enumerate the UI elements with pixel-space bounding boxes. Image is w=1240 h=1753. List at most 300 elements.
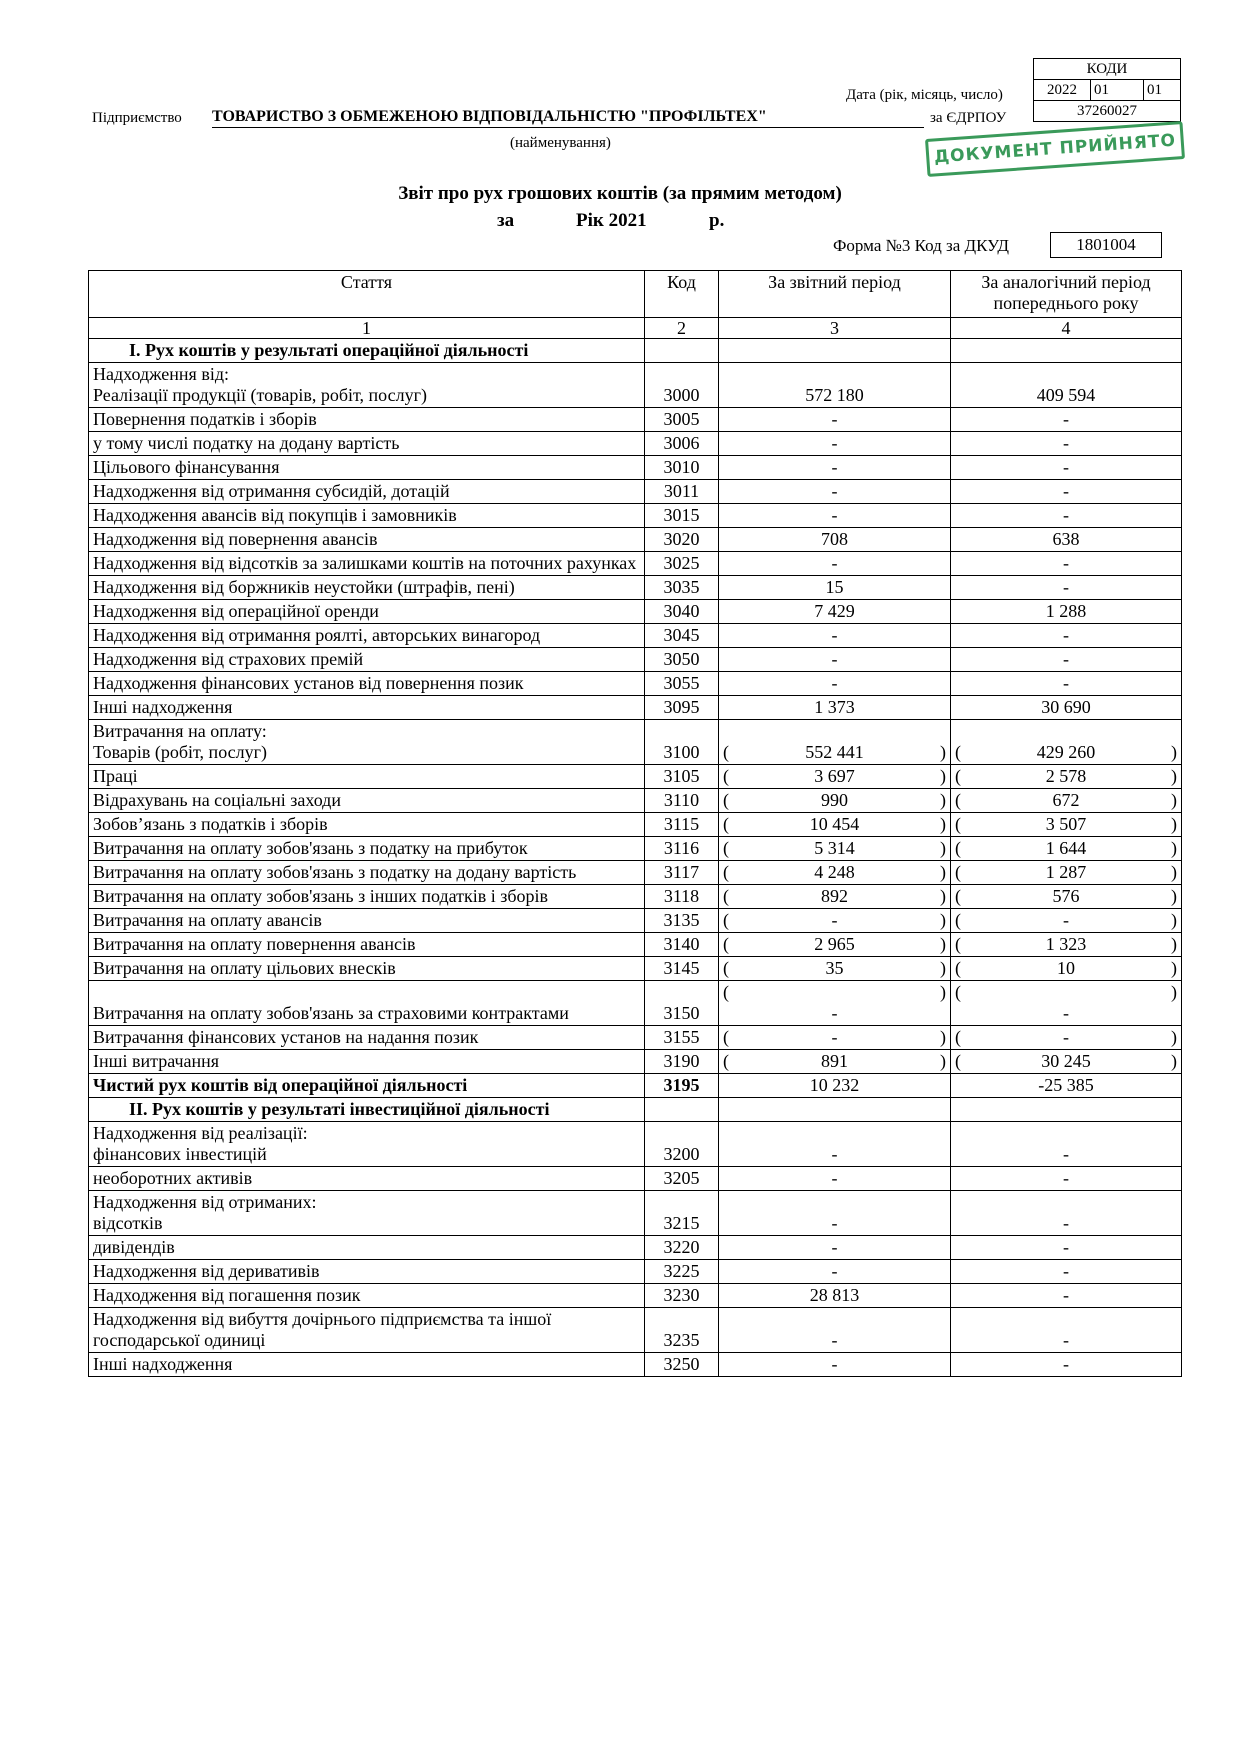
previous-value: 576 xyxy=(1052,886,1080,906)
open-paren: ( xyxy=(955,958,961,978)
previous-cell xyxy=(951,720,1182,765)
header-numbers xyxy=(89,318,1182,339)
row-code: 3000 xyxy=(645,363,719,408)
current-value: - xyxy=(719,1191,951,1236)
close-paren: ) xyxy=(1171,742,1177,762)
edrpou-label: за ЄДРПОУ xyxy=(930,110,1007,126)
current-value: - xyxy=(719,552,951,576)
row-label xyxy=(89,909,645,933)
cash-flow-table xyxy=(88,270,1182,1377)
enterprise-label: Підприємство xyxy=(92,110,182,126)
previous-value: 1 288 xyxy=(951,600,1182,624)
previous-cell xyxy=(951,1050,1182,1074)
current-value: - xyxy=(719,1308,951,1353)
row-code: 3190 xyxy=(645,1050,719,1074)
row-label xyxy=(89,672,645,696)
table-row xyxy=(89,408,1182,432)
row-label-text: Надходження від операційної оренди xyxy=(93,601,379,621)
row-label-text: Інші надходження xyxy=(93,697,233,717)
row-code: 3200 xyxy=(645,1122,719,1167)
row-label-text: Відрахувань на соціальні заходи xyxy=(93,790,341,810)
row-code: 3115 xyxy=(645,813,719,837)
row-label-text: Надходження від страхових премій xyxy=(93,649,364,669)
previous-value: - xyxy=(951,1260,1182,1284)
current-cell xyxy=(719,957,951,981)
current-value: 15 xyxy=(719,576,951,600)
section-1-title: І. Рух коштів у результаті операційної діяльності xyxy=(89,339,645,363)
previous-value: 10 xyxy=(1057,958,1075,978)
table-row xyxy=(89,933,1182,957)
row-code: 3011 xyxy=(645,480,719,504)
current-cell xyxy=(719,1050,951,1074)
row-code: 3225 xyxy=(645,1260,719,1284)
close-paren: ) xyxy=(1171,982,1177,1002)
close-paren: ) xyxy=(940,934,946,954)
previous-value: 409 594 xyxy=(951,363,1182,408)
row-label xyxy=(89,600,645,624)
row-label xyxy=(89,1353,645,1377)
open-paren: ( xyxy=(723,814,729,834)
row-code: 3215 xyxy=(645,1191,719,1236)
row-label-text: Витрачання на оплату зобов'язань з інших податків і зборів xyxy=(93,886,549,906)
close-paren: ) xyxy=(940,910,946,930)
section-2-title: ІІ. Рух коштів у результаті інвестиційної діяльності xyxy=(89,1098,645,1122)
row-code: 3035 xyxy=(645,576,719,600)
table-row xyxy=(89,1236,1182,1260)
row-code: 3020 xyxy=(645,528,719,552)
previous-value: - xyxy=(951,1191,1182,1236)
row-code: 3055 xyxy=(645,672,719,696)
row-code: 3140 xyxy=(645,933,719,957)
row-label xyxy=(89,1167,645,1191)
current-value: - xyxy=(831,910,838,930)
previous-value: 1 323 xyxy=(1045,934,1087,954)
current-cell xyxy=(719,789,951,813)
previous-value: - xyxy=(1063,910,1069,930)
open-paren: ( xyxy=(723,742,729,762)
current-value: - xyxy=(719,432,951,456)
row-code: 3250 xyxy=(645,1353,719,1377)
row-code: 3095 xyxy=(645,696,719,720)
row-code: 3010 xyxy=(645,456,719,480)
previous-cell xyxy=(951,933,1182,957)
open-paren: ( xyxy=(955,862,961,882)
current-value: 35 xyxy=(825,958,844,978)
previous-cell xyxy=(951,1026,1182,1050)
previous-value: - xyxy=(1063,1003,1069,1023)
previous-value: - xyxy=(951,480,1182,504)
row-label-text: відсотків xyxy=(93,1213,163,1233)
table-row xyxy=(89,1167,1182,1191)
current-value: - xyxy=(719,1353,951,1377)
close-paren: ) xyxy=(1171,934,1177,954)
close-paren: ) xyxy=(1171,1027,1177,1047)
row-label xyxy=(89,1284,645,1308)
row-label-text: Надходження від вибуття дочірнього підприємства та іншої господарської одиниці xyxy=(93,1309,552,1350)
current-value: - xyxy=(719,624,951,648)
dkud-code: 1801004 xyxy=(1050,232,1162,258)
current-value: 892 xyxy=(821,886,848,906)
table-row xyxy=(89,528,1182,552)
row-code: 3050 xyxy=(645,648,719,672)
row-code: 3235 xyxy=(645,1308,719,1353)
current-value: 990 xyxy=(821,790,848,810)
row-label-text: фінансових інвестицій xyxy=(93,1144,267,1164)
current-value: 552 441 xyxy=(805,742,864,762)
name-caption: (найменування) xyxy=(510,135,611,151)
previous-value: 638 xyxy=(951,528,1182,552)
open-paren: ( xyxy=(955,982,961,1002)
row-code: 3040 xyxy=(645,600,719,624)
date-year: 2022 xyxy=(1034,80,1091,101)
current-cell xyxy=(719,933,951,957)
row-code: 3150 xyxy=(645,981,719,1026)
section-row xyxy=(89,339,1182,363)
row-code: 3110 xyxy=(645,789,719,813)
row-label xyxy=(89,504,645,528)
row-label xyxy=(89,624,645,648)
row-code: 3230 xyxy=(645,1284,719,1308)
row-label xyxy=(89,1191,645,1236)
previous-value: - xyxy=(951,456,1182,480)
row-label xyxy=(89,456,645,480)
table-row xyxy=(89,909,1182,933)
open-paren: ( xyxy=(723,934,729,954)
table-row xyxy=(89,624,1182,648)
row-code: 3105 xyxy=(645,765,719,789)
open-paren: ( xyxy=(955,742,961,762)
row-label-text: Інші витрачання xyxy=(93,1051,220,1071)
header-number: 2 xyxy=(645,318,719,339)
date-day: 01 xyxy=(1144,80,1181,101)
current-cell xyxy=(719,885,951,909)
open-paren: ( xyxy=(723,886,729,906)
table-row xyxy=(89,1122,1182,1167)
header-number: 4 xyxy=(951,318,1182,339)
previous-value: - xyxy=(951,1308,1182,1353)
current-value: - xyxy=(719,1236,951,1260)
close-paren: ) xyxy=(1171,1051,1177,1071)
open-paren: ( xyxy=(723,958,729,978)
previous-value: 1 287 xyxy=(1045,862,1087,882)
current-value: - xyxy=(719,1260,951,1284)
previous-cell xyxy=(951,981,1182,1026)
row-code: 3205 xyxy=(645,1167,719,1191)
row-label-text: Товарів (робіт, послуг) xyxy=(93,742,267,762)
table-row xyxy=(89,981,1182,1026)
report-period: Рік 2021 xyxy=(576,210,647,231)
row-code: 3220 xyxy=(645,1236,719,1260)
row-label xyxy=(89,1122,645,1167)
previous-cell xyxy=(951,813,1182,837)
close-paren: ) xyxy=(940,958,946,978)
open-paren: ( xyxy=(723,982,729,1002)
table-row xyxy=(89,957,1182,981)
row-label-text: Витрачання на оплату зобов'язань з податку на додану вартість xyxy=(93,862,577,882)
table-row xyxy=(89,648,1182,672)
header-article: Стаття xyxy=(89,271,645,318)
close-paren: ) xyxy=(940,982,946,1002)
row-label-text: Витрачання на оплату цільових внесків xyxy=(93,958,396,978)
current-cell xyxy=(719,765,951,789)
close-paren: ) xyxy=(1171,886,1177,906)
previous-value: 3 507 xyxy=(1045,814,1087,834)
table-row xyxy=(89,720,1182,765)
row-code: 3117 xyxy=(645,861,719,885)
table-row xyxy=(89,813,1182,837)
current-cell xyxy=(719,909,951,933)
table-row xyxy=(89,363,1182,408)
close-paren: ) xyxy=(1171,766,1177,786)
codes-title: КОДИ xyxy=(1034,59,1181,80)
report-title: Звіт про рух грошових коштів (за прямим методом) xyxy=(398,183,842,204)
row-label-text: Реалізації продукції (товарів, робіт, послуг) xyxy=(93,385,427,405)
form-label: Форма №3 Код за ДКУД xyxy=(833,236,1010,255)
row-label-text: Чистий рух коштів від операційної діяльності xyxy=(93,1075,468,1095)
row-label xyxy=(89,720,645,765)
current-cell xyxy=(719,720,951,765)
row-label xyxy=(89,1026,645,1050)
open-paren: ( xyxy=(955,814,961,834)
table-row xyxy=(89,1353,1182,1377)
previous-value: 30 245 xyxy=(1041,1051,1091,1071)
current-value: 28 813 xyxy=(719,1284,951,1308)
previous-value: - xyxy=(951,504,1182,528)
close-paren: ) xyxy=(940,1027,946,1047)
table-row xyxy=(89,885,1182,909)
row-label xyxy=(89,789,645,813)
open-paren: ( xyxy=(723,790,729,810)
open-paren: ( xyxy=(723,1027,729,1047)
previous-value: -25 385 xyxy=(951,1074,1182,1098)
table-row xyxy=(89,504,1182,528)
current-value: 5 314 xyxy=(814,838,855,858)
row-code: 3025 xyxy=(645,552,719,576)
row-label xyxy=(89,363,645,408)
current-value: 10 232 xyxy=(719,1074,951,1098)
header-previous: За аналогічний період попереднього року xyxy=(951,271,1182,318)
current-value: - xyxy=(719,408,951,432)
row-code: 3045 xyxy=(645,624,719,648)
table-row xyxy=(89,1284,1182,1308)
current-cell xyxy=(719,981,951,1026)
previous-cell xyxy=(951,885,1182,909)
open-paren: ( xyxy=(955,1027,961,1047)
row-label-text: Цільового фінансування xyxy=(93,457,280,477)
previous-value: - xyxy=(951,552,1182,576)
row-label-text: Надходження від деривативів xyxy=(93,1261,320,1281)
previous-value: - xyxy=(951,408,1182,432)
close-paren: ) xyxy=(940,886,946,906)
previous-value: - xyxy=(951,624,1182,648)
row-label xyxy=(89,480,645,504)
current-value: - xyxy=(719,1122,951,1167)
row-label-text: Надходження від відсотків за залишками коштів на поточних рахунках xyxy=(93,553,637,573)
table-row xyxy=(89,765,1182,789)
close-paren: ) xyxy=(1171,910,1177,930)
row-label xyxy=(89,1050,645,1074)
row-label-text: Інші надходження xyxy=(93,1354,233,1374)
row-label xyxy=(89,648,645,672)
row-label-text: необоротних активів xyxy=(93,1168,253,1188)
open-paren: ( xyxy=(723,838,729,858)
open-paren: ( xyxy=(955,1051,961,1071)
current-cell xyxy=(719,813,951,837)
row-code: 3116 xyxy=(645,837,719,861)
row-label-text: у тому числі податку на додану вартість xyxy=(93,433,400,453)
current-cell xyxy=(719,1026,951,1050)
table-row xyxy=(89,837,1182,861)
current-value: 708 xyxy=(719,528,951,552)
row-label xyxy=(89,1260,645,1284)
table-row xyxy=(89,456,1182,480)
open-paren: ( xyxy=(955,934,961,954)
table-row xyxy=(89,1308,1182,1353)
codes-box xyxy=(1033,58,1181,122)
row-code: 3135 xyxy=(645,909,719,933)
open-paren: ( xyxy=(955,910,961,930)
row-label xyxy=(89,1074,645,1098)
row-label-text: Витрачання на оплату авансів xyxy=(93,910,322,930)
row-label-text: Праці xyxy=(93,766,138,786)
row-label xyxy=(89,765,645,789)
close-paren: ) xyxy=(940,1051,946,1071)
row-code: 3005 xyxy=(645,408,719,432)
open-paren: ( xyxy=(955,766,961,786)
previous-value: 30 690 xyxy=(951,696,1182,720)
open-paren: ( xyxy=(723,1051,729,1071)
previous-cell xyxy=(951,789,1182,813)
row-label-text: Витрачання на оплату зобов'язань з податку на прибуток xyxy=(93,838,528,858)
date-label: Дата (рік, місяць, число) xyxy=(846,87,1003,103)
row-label xyxy=(89,861,645,885)
close-paren: ) xyxy=(1171,814,1177,834)
current-value: 10 454 xyxy=(809,814,860,834)
row-label xyxy=(89,837,645,861)
close-paren: ) xyxy=(940,742,946,762)
row-label xyxy=(89,528,645,552)
previous-value: - xyxy=(951,1122,1182,1167)
row-label xyxy=(89,552,645,576)
current-value: 2 965 xyxy=(814,934,855,954)
table-row xyxy=(89,552,1182,576)
table-row xyxy=(89,600,1182,624)
date-month: 01 xyxy=(1091,80,1144,101)
current-value: 3 697 xyxy=(814,766,855,786)
close-paren: ) xyxy=(1171,838,1177,858)
open-paren: ( xyxy=(955,838,961,858)
row-label-text: Витрачання фінансових установ на надання позик xyxy=(93,1027,479,1047)
previous-value: 672 xyxy=(1052,790,1080,810)
row-label xyxy=(89,885,645,909)
previous-cell xyxy=(951,765,1182,789)
previous-value: - xyxy=(951,1353,1182,1377)
open-paren: ( xyxy=(955,790,961,810)
previous-value: 429 260 xyxy=(1036,742,1096,762)
row-code: 3118 xyxy=(645,885,719,909)
current-cell xyxy=(719,861,951,885)
edrpou-value: 37260027 xyxy=(1034,101,1181,122)
current-value: - xyxy=(831,1027,838,1047)
previous-value: - xyxy=(951,1167,1182,1191)
table-row xyxy=(89,1074,1182,1098)
previous-value: - xyxy=(951,1236,1182,1260)
row-label-text: Повернення податків і зборів xyxy=(93,409,317,429)
row-label xyxy=(89,1308,645,1353)
close-paren: ) xyxy=(940,838,946,858)
open-paren: ( xyxy=(723,910,729,930)
open-paren: ( xyxy=(723,862,729,882)
previous-value: - xyxy=(951,576,1182,600)
accepted-stamp: ДОКУМЕНТ ПРИЙНЯТО xyxy=(925,121,1185,177)
row-code: 3155 xyxy=(645,1026,719,1050)
period-suffix: р. xyxy=(709,210,725,231)
header-code: Код xyxy=(645,271,719,318)
current-value: 4 248 xyxy=(814,862,855,882)
section-row xyxy=(89,1098,1182,1122)
row-label xyxy=(89,1236,645,1260)
close-paren: ) xyxy=(1171,790,1177,810)
close-paren: ) xyxy=(940,766,946,786)
previous-cell xyxy=(951,861,1182,885)
group-label: Надходження від: xyxy=(93,364,229,384)
row-label-text: Надходження від отримання роялті, авторських винагород xyxy=(93,625,541,645)
previous-value: 2 578 xyxy=(1045,766,1087,786)
current-value: - xyxy=(831,1003,838,1023)
table-row xyxy=(89,861,1182,885)
row-code: 3145 xyxy=(645,957,719,981)
row-code: 3100 xyxy=(645,720,719,765)
table-row xyxy=(89,1191,1182,1236)
table-row xyxy=(89,1260,1182,1284)
current-value: 7 429 xyxy=(719,600,951,624)
previous-cell xyxy=(951,837,1182,861)
previous-cell xyxy=(951,957,1182,981)
table-row xyxy=(89,1050,1182,1074)
header-number: 1 xyxy=(89,318,645,339)
current-value: - xyxy=(719,456,951,480)
row-label-text: Зобов’язань з податків і зборів xyxy=(93,814,328,834)
for-label: за xyxy=(497,210,515,231)
previous-value: - xyxy=(951,1284,1182,1308)
group-label: Витрачання на оплату: xyxy=(93,721,267,741)
previous-value: - xyxy=(1063,1027,1069,1047)
table-row xyxy=(89,696,1182,720)
row-code: 3015 xyxy=(645,504,719,528)
row-label xyxy=(89,576,645,600)
header-number: 3 xyxy=(719,318,951,339)
table-row xyxy=(89,576,1182,600)
row-label-text: Надходження від погашення позик xyxy=(93,1285,361,1305)
previous-cell xyxy=(951,909,1182,933)
close-paren: ) xyxy=(1171,862,1177,882)
previous-value: 1 644 xyxy=(1045,838,1087,858)
previous-value: - xyxy=(951,432,1182,456)
current-value: 572 180 xyxy=(719,363,951,408)
close-paren: ) xyxy=(1171,958,1177,978)
previous-value: - xyxy=(951,648,1182,672)
current-value: - xyxy=(719,504,951,528)
row-label xyxy=(89,981,645,1026)
table-row xyxy=(89,432,1182,456)
row-code: 3006 xyxy=(645,432,719,456)
row-label xyxy=(89,933,645,957)
previous-value: - xyxy=(951,672,1182,696)
row-label xyxy=(89,813,645,837)
group-label: Надходження від реалізації: xyxy=(93,1123,308,1143)
header-current: За звітний період xyxy=(719,271,951,318)
row-label xyxy=(89,408,645,432)
